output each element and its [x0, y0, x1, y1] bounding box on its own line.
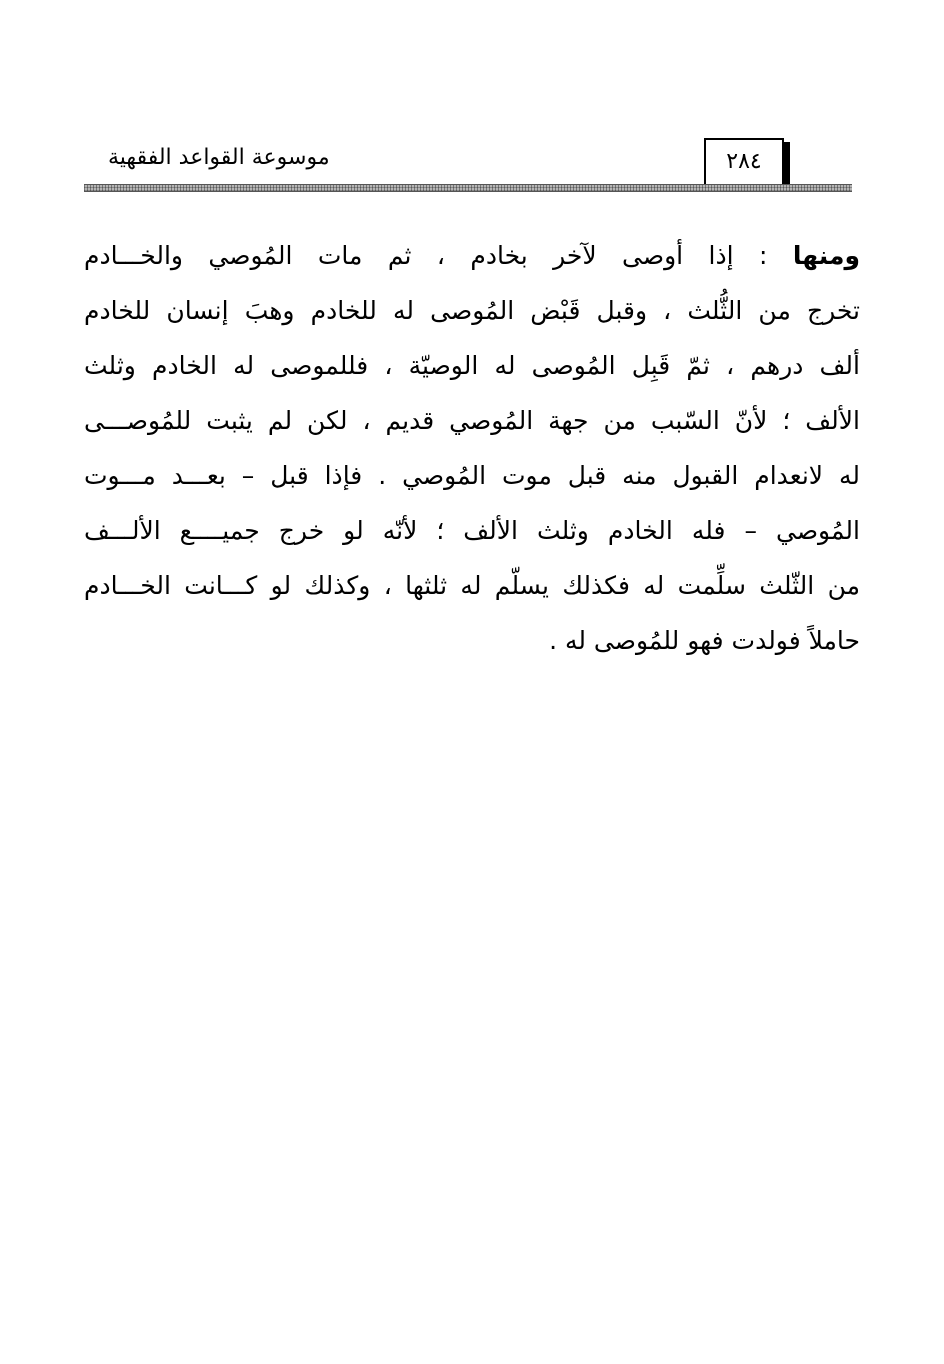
text-line-3: ألف درهم ، ثمّ قَبِل المُوصى له الوصيّة ، فللموصى له الخادم وثلث	[84, 351, 860, 380]
page-number: ٢٨٤	[726, 149, 762, 174]
running-title: موسوعة القواعد الفقهية	[108, 145, 330, 170]
page-number-box	[704, 138, 784, 184]
lead-word: ومنها	[792, 241, 860, 270]
text-line-8: حاملاً فولدت فهو للمُوصى له .	[549, 626, 860, 655]
text-line-6: المُوصي – فله الخادم وثلث الألف ؛ لأنّه لو خرج جميــــع الألـــف	[84, 516, 860, 545]
text-line-2: تخرج من الثُّلث ، وقبل قَبْض المُوصى له للخادم وهبَ إنسان للخادم	[84, 296, 860, 325]
header-divider	[84, 184, 852, 192]
text-line-1-rest: : إذا أوصى لآخر بخادم ، ثم مات المُوصي والخـــادم	[84, 241, 793, 270]
text-line-5: له لانعدام القبول منه قبل موت المُوصي . فإذا قبل – بعـــد مـــوت	[84, 461, 860, 490]
text-line-1	[84, 228, 860, 283]
text-line-7: من الثّلث سلِّمت له فكذلك يسلّم له ثلثها ، وكذلك لو كـــانت الخـــادم	[84, 571, 860, 600]
text-line-4: الألف ؛ لأنّ السّبب من جهة المُوصي قديم ، لكن لم يثبت للمُوصـــى	[84, 406, 860, 435]
page-header	[84, 138, 852, 198]
body-paragraph	[84, 228, 860, 668]
